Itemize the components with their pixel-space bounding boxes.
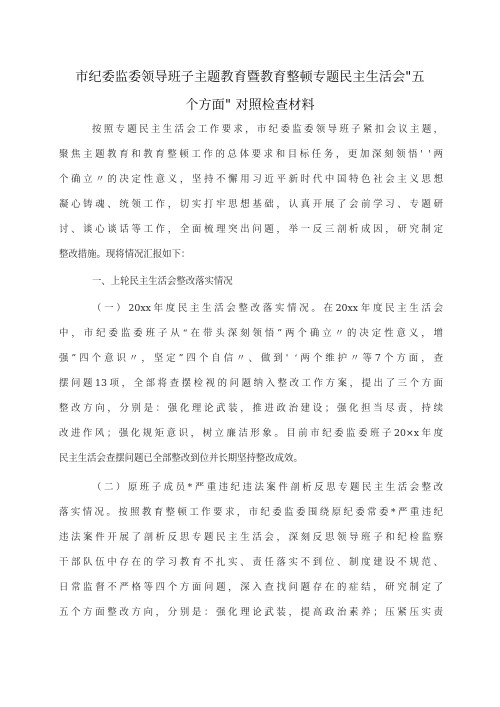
paragraph-line: 干部队伍中存在的学习教育不扎实、责任落实不到位、制度建设不规范、 (59, 557, 443, 568)
paragraph-line: 凝心铸魂、统领工作，切实打牢思想基础，认真开展了会前学习、专题研 (59, 199, 443, 210)
paragraph-line: 改进作风；强化规矩意识，树立廉洁形象。目前市纪委监委班子20×x年度 (59, 428, 443, 439)
paragraph-line: （一）20xx年度民主生活会整改落实情况。在20xx年度民主生活会 (92, 303, 443, 314)
paragraph-line: 个确立〃的决定性意义，坚持不懈用习近平新时代中国特色社会主义思想 (59, 174, 443, 185)
paragraph-line: 聚焦主题教育和教育整顿工作的总体要求和目标任务，更加深刻领悟' '两 (59, 149, 443, 160)
paragraph-line: 日常监督不严格等四个方面问题，深入查找问题存在的症结，研究制定了 (59, 582, 443, 593)
document-title-line-2: 个方面" 对照检查材料 (185, 98, 315, 113)
paragraph-line: 违法案件开展了剖析反思专题民主生活会，深刻反思领导班子和纪检监察 (59, 532, 443, 543)
section-heading: 一、上轮民主生活会整改落实情况 (92, 276, 233, 287)
paragraph-line: 摆问题13项，全部将查摆检视的问题纳入整改工作方案，提出了三个方面 (59, 378, 443, 389)
paragraph-line: 五个方面整改方向，分别是：强化理论武装，提高政治素养；压紧压实责 (59, 607, 443, 618)
paragraph-line: 强”四个意识〃，坚定”四个自信〃、做到' ‘两个维护〃等7个方面，查 (59, 353, 443, 364)
paragraph-line: 整改方向，分别是：强化理论武装，推进政治建设；强化担当尽责，持续 (59, 403, 443, 414)
paragraph-line: 整改措施。现将情况汇报如下： (59, 249, 191, 260)
paragraph-line: 按照专题民主生活会工作要求，市纪委监委领导班子紧扣会议主题， (92, 124, 443, 135)
paragraph-line: 中，市纪委监委班子从“在带头深刻领悟”两个确立〃的决定性意义，增 (59, 328, 443, 339)
paragraph-line: （二）原班子成员*严重违纪违法案件剖析反思专题民主生活会整改 (92, 482, 443, 493)
document-title-line-1: 市纪委监委领导班子主题教育暨教育整顿专题民主生活会"五 (75, 70, 425, 85)
paragraph-line: 民主生活会查摆问题已全部整改到位并长期坚持整改成效。 (59, 453, 303, 464)
paragraph-line: 落实情况。按照教育整顿工作要求，市纪委监委围绕原纪委常委*严重违纪 (59, 507, 443, 518)
paragraph-line: 讨、谈心谈话等工作，全面梳理突出问题，举一反三剖析成因，研究制定 (59, 224, 443, 235)
